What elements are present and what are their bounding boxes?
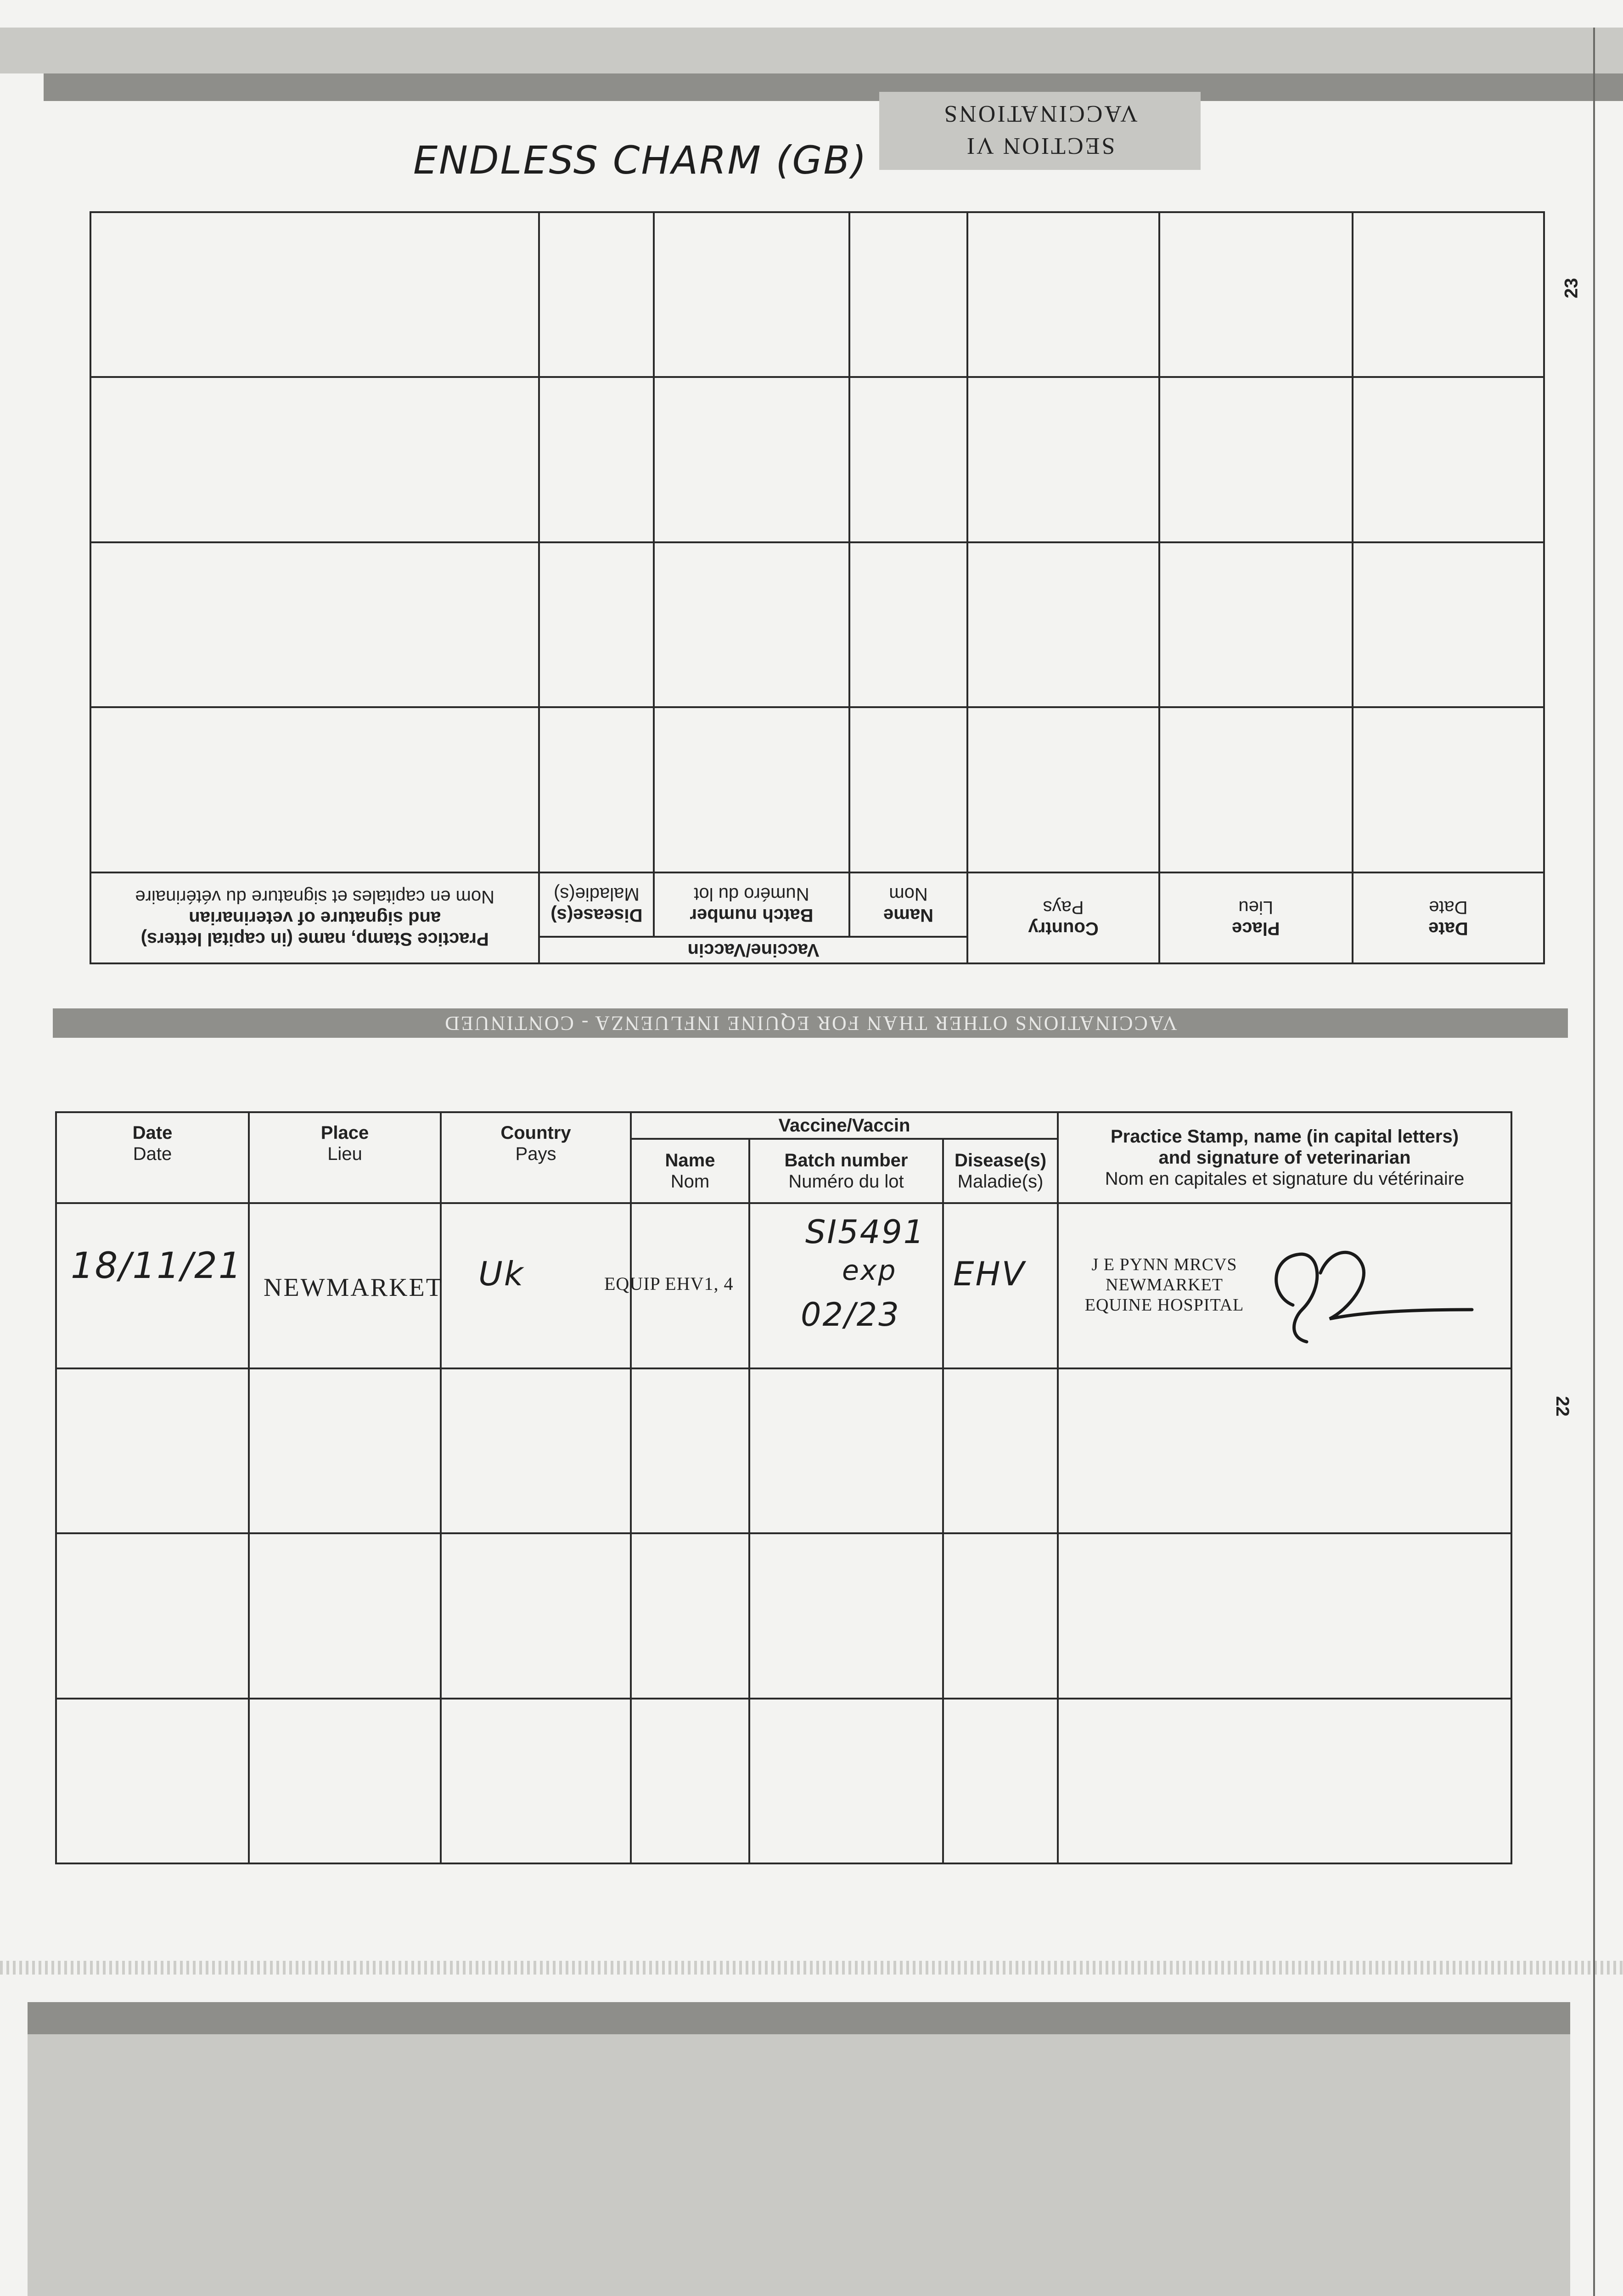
entry-batch: SI5491 exp 02/23 <box>749 1203 943 1368</box>
header-vaccine-group: Vaccine/Vaccin <box>539 937 967 963</box>
upper-banner: VACCINATIONS OTHER THAN FOR EQUINE INFLUENZA - CONTINUED <box>53 1008 1568 1038</box>
header-name: Name Nom <box>849 872 968 937</box>
entry-country: Uk <box>441 1203 631 1368</box>
section-title: VACCINATIONS <box>942 101 1138 127</box>
header-date: Date Date <box>56 1112 249 1203</box>
bottom-speckle-line <box>0 1961 1623 1975</box>
header-vaccine-group: Vaccine/Vaccin <box>631 1112 1058 1139</box>
header-place: Place Lieu <box>1159 872 1353 963</box>
header-disease: Disease(s) Maladie(s) <box>943 1139 1058 1203</box>
table-row <box>90 212 1544 377</box>
header-country: Country Pays <box>968 872 1159 963</box>
table-row <box>56 1699 1511 1864</box>
section-label: SECTION VI <box>965 133 1115 159</box>
entry-stamp <box>1058 1203 1511 1368</box>
upper-vaccination-table <box>90 211 1545 964</box>
entry-place: NEWMARKET <box>249 1203 441 1368</box>
table-row <box>90 708 1544 873</box>
entry-date: 18/11/21 <box>56 1203 249 1368</box>
right-edge-line <box>1593 28 1595 2296</box>
lower-vaccination-table <box>55 1111 1512 1864</box>
page-number-22: 22 <box>1552 1396 1572 1417</box>
table-row <box>56 1533 1511 1699</box>
veterinary-stamp: J E PYNN MRCVS NEWMARKET EQUINE HOSPITAL <box>1084 1255 1244 1315</box>
entry-disease: EHV <box>943 1203 1058 1368</box>
section-heading <box>879 92 1201 170</box>
header-place: Place Lieu <box>249 1112 441 1203</box>
entry-vaccine-name: EQUIP EHV1, 4 <box>631 1203 749 1368</box>
upper-page-rotated <box>0 0 1623 1052</box>
header-name: Name Nom <box>631 1139 749 1203</box>
table-row <box>90 542 1544 708</box>
bottom-dark-rule <box>28 2002 1570 2034</box>
header-stamp: Practice Stamp, name (in capital letters) and signature of veterinarian Nom en capitales et signature du vétérinaire <box>1058 1112 1511 1203</box>
header-batch: Batch number Numéro du lot <box>749 1139 943 1203</box>
table-row <box>56 1368 1511 1534</box>
vet-signature <box>1252 1232 1490 1351</box>
header-stamp: Practice Stamp, name (in capital letters) and signature of veterinarian Nom en capitales et signature du vétérinaire <box>90 872 539 963</box>
header-batch: Batch number Numéro du lot <box>654 872 849 937</box>
table-row <box>90 377 1544 543</box>
horse-name-handwritten: ENDLESS CHARM (GB) <box>413 138 868 183</box>
header-date: Date Date <box>1353 872 1544 963</box>
header-disease: Disease(s) Maladie(s) <box>539 872 654 937</box>
table-row-entry <box>56 1203 1511 1368</box>
header-country: Country Pays <box>441 1112 631 1203</box>
bottom-gray-panel <box>28 2034 1570 2296</box>
page-number-23: 23 <box>1561 278 1582 298</box>
